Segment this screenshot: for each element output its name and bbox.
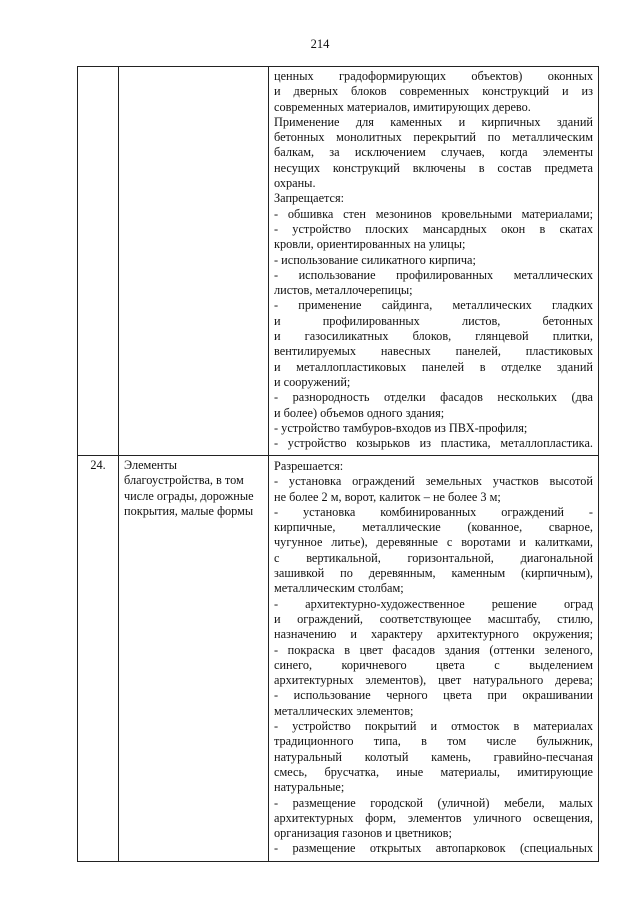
row-number-cell — [78, 67, 119, 456]
regulation-line: и ограждений, соответствующее масштабу, стилю, — [274, 611, 593, 626]
regulation-line: - размещение открытых автопарковок (специальных — [274, 841, 593, 856]
regulation-line: и сооружений; — [274, 374, 351, 389]
regulation-line: зашивкой по деревянным, каменным (кирпичным), — [274, 566, 593, 581]
regulation-line: - использование профилированных металлических — [274, 267, 593, 282]
regulation-line: Применение для каменных и кирпичных зданий — [274, 114, 593, 129]
regulation-line: - размещение городской (уличной) мебели, малых — [274, 795, 593, 810]
regulation-line: - использование силикатного кирпича; — [274, 252, 476, 267]
regulation-line: смесь, брусчатка, иные материалы, имитирующие — [274, 764, 593, 779]
table-row — [78, 67, 599, 456]
regulation-line: архитектурных элементов), цвет натурального дерева; — [274, 673, 593, 688]
element-name-cell — [119, 67, 269, 456]
regulation-line: синего, коричневого цвета с выделением — [274, 657, 593, 672]
row-number-cell: 24. — [78, 456, 119, 862]
regulation-line: - архитектурно-художественное решение оград — [274, 596, 593, 611]
regulation-line: и дверных блоков современных конструкций и из — [274, 84, 593, 99]
regulation-line: ценных градоформирующих объектов) оконных — [274, 69, 593, 83]
regulation-line: бетонных монолитных перекрытий по металлическим — [274, 130, 593, 145]
regulation-line: - устройство козырьков из пластика, металлопластика. — [274, 436, 593, 451]
regulation-line: и газосиликатных блоков, глянцевой плитки, — [274, 329, 593, 344]
element-name-cell: Элементы благоустройства, в том числе ограды, дорожные покрытия, малые формы — [119, 456, 269, 862]
regulation-line: - устройство покрытий и отмосток в материалах — [274, 719, 593, 734]
regulation-line: - устройство тамбуров-входов из ПВХ-профиля; — [274, 420, 528, 435]
regulation-line: организация газонов и цветников; — [274, 826, 452, 841]
regulation-line: назначению и характеру архитектурного окружения; — [274, 627, 593, 642]
regulation-line: не более 2 м, ворот, калиток – не более 3 м; — [274, 489, 501, 504]
regulation-text-cell — [269, 456, 599, 862]
regulations-table — [77, 66, 599, 862]
regulation-line: - применение сайдинга, металлических гладких — [274, 298, 593, 313]
regulation-line: Запрещается: — [274, 191, 345, 206]
regulation-text-cell — [269, 67, 599, 456]
regulation-line: Разрешается: — [274, 459, 344, 473]
regulation-line: - обшивка стен мезонинов кровельными материалами; — [274, 206, 593, 221]
regulation-line: металлическим столбам; — [274, 581, 404, 596]
regulation-line: охраны. — [274, 176, 316, 191]
regulation-line: и более) объемов одного здания; — [274, 405, 445, 420]
regulation-line: балкам, за исключением случаев, когда элементы — [274, 145, 593, 160]
regulation-line: натуральный колотый камень, гравийно-песчаная — [274, 749, 593, 764]
regulation-line: листов, металлочерепицы; — [274, 283, 413, 298]
regulation-line: и профилированных листов, бетонных — [274, 313, 593, 328]
regulation-line: чугунное литье), деревянные с воротами и калитками, — [274, 535, 593, 550]
regulation-line: - установка комбинированных ограждений - — [274, 504, 593, 519]
regulation-line: кирпичные, металлические (кованное, сварное, — [274, 520, 593, 535]
regulation-line: современных материалов, имитирующих дерево. — [274, 99, 531, 114]
regulation-line: - разнородность отделки фасадов нескольких (два — [274, 390, 593, 405]
regulation-line: натуральные; — [274, 780, 345, 795]
regulation-line: - устройство плоских мансардных окон в скатах — [274, 221, 593, 236]
regulation-line: металлических элементов; — [274, 703, 414, 718]
regulation-line: кровли, ориентированных на улицы; — [274, 237, 466, 252]
regulation-line: архитектурных форм, элементов уличного освещения, — [274, 810, 593, 825]
regulation-line: и металлопластиковых панелей в отделке зданий — [274, 359, 593, 374]
table-row — [78, 456, 599, 862]
regulation-line: традиционного типа, в том числе булыжник, — [274, 734, 593, 749]
regulation-line: - использование черного цвета при окрашивании — [274, 688, 593, 703]
regulation-line: несущих конструкций включены в состав предмета — [274, 160, 593, 175]
regulation-line: вентилируемых навесных панелей, пластиковых — [274, 344, 593, 359]
regulation-line: - покраска в цвет фасадов здания (оттенки зеленого, — [274, 642, 593, 657]
regulation-line: с вертикальной, горизонтальной, диагональной — [274, 550, 593, 565]
page-number: 214 — [310, 37, 330, 51]
regulation-line: - установка ограждений земельных участков высотой — [274, 474, 593, 489]
